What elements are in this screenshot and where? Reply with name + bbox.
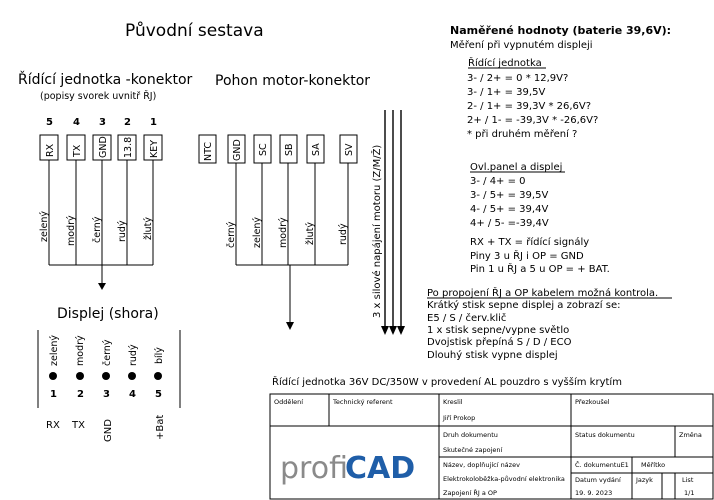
measurements-subtitle: Měření při vypnutém displeji (450, 40, 593, 51)
title-block (270, 394, 713, 499)
measurements (450, 24, 671, 275)
logo-profi-text: profi (280, 451, 348, 486)
panel-line: 3- / 5+ = 39,5V (470, 190, 549, 201)
operation-line: Dvojstisk přepíná S / D / ECO (427, 337, 572, 348)
wire-label: rudý (117, 220, 128, 242)
tb-nazev: Název, doplňující název (443, 461, 520, 469)
wire-label: zelený (252, 217, 263, 248)
tb-cislo-dokumentu: Č. dokumentuE1 (575, 461, 629, 469)
display-connector (38, 330, 180, 442)
panel-line: 3- / 4+ = 0 (470, 176, 526, 187)
tb-technicky-referent: Technický referent (333, 398, 393, 406)
rj-line: 3- / 1+ = 39,5V (467, 87, 546, 98)
panel-line: 4- / 5+ = 39,4V (470, 204, 549, 215)
motor-connector-title: Pohon motor-konektor (215, 73, 371, 89)
panel-heading: Ovl.panel a displej (470, 162, 563, 173)
motor-connector (199, 135, 357, 330)
wire-label: žlutý (143, 217, 154, 240)
operation-line: E5 / S / červ.klič (427, 313, 507, 324)
signals-line: RX + TX = řídící signály (470, 237, 590, 248)
rj-line: 3- / 2+ = 0 * 12,9V? (467, 73, 569, 84)
wire-label: zelený (39, 211, 50, 242)
operation-line: Krátký stisk sepne displej a zobrazí se: (427, 300, 621, 311)
display-signal-gnd: GND (103, 419, 114, 442)
proficad-logo (280, 451, 415, 486)
arrow-icon (389, 326, 397, 335)
terminal-13-8: 13.8 (123, 136, 134, 158)
controller-connector-note: (popisy svorek uvnitř ŘJ) (40, 91, 157, 102)
logo-cad-text: CAD (345, 451, 416, 486)
arrow-icon (98, 283, 106, 290)
display-pin-5: 5 (155, 389, 162, 400)
device-description: Řídící jednotka 36V DC/350W v provedení AL pouzdro s vyšším krytím (272, 377, 622, 388)
controller-pin-4: 4 (73, 117, 80, 128)
operation-line: 1 x stisk sepne/vypne světlo (427, 325, 570, 336)
wire-label: rudý (338, 223, 349, 245)
wire-label: černý (226, 221, 237, 248)
controller-pin-5: 5 (46, 117, 53, 128)
rj-heading: Řídící jednotka (468, 58, 542, 69)
tb-list-value: 1/1 (684, 489, 695, 497)
wire-label: modrý (278, 217, 289, 248)
wire-label: rudý (128, 344, 139, 366)
rj-line: * při druhém měření ? (467, 129, 578, 140)
power-lines-label: 3 x silové napájení motoru (Z/M/Ž) (372, 144, 383, 318)
display-pin-4: 4 (129, 389, 136, 400)
wire-label: modrý (75, 335, 86, 366)
controller-pin-2: 2 (124, 117, 131, 128)
controller-pin-3: 3 (99, 117, 106, 128)
wire-label: modrý (66, 215, 77, 246)
operation-notes (427, 286, 672, 361)
rj-line: 2- / 1+ = 39,3V * 26,6V? (467, 101, 592, 112)
original-setup-title: Původní sestava (125, 21, 264, 41)
rj-line: 2+ / 1- = -39,3V * -26,6V? (467, 115, 599, 126)
tb-druh-dokumentu-value: Skutečné zapojení (443, 446, 503, 454)
operation-heading: Po propojení ŘJ a OP kabelem možná kontrola. (427, 288, 659, 299)
display-signal-tx: TX (72, 420, 85, 431)
controller-pin-1: 1 (150, 117, 157, 128)
terminal-sb: SB (284, 143, 295, 156)
arrow-icon (381, 326, 389, 335)
controller-connector-title: Řídící jednotka -konektor (18, 72, 193, 88)
tb-druh-dokumentu: Druh dokumentu (443, 431, 498, 439)
wire-label: žlutý (305, 222, 316, 245)
tb-kreslil-value: Jiří Prokop (443, 414, 476, 422)
terminal-gnd: GND (98, 136, 109, 158)
display-pin-dot (49, 372, 57, 380)
terminal-rx: RX (45, 143, 56, 157)
wire-label: bílý (154, 347, 165, 364)
terminal-ntc: NTC (203, 142, 214, 161)
display-pin-dot (128, 372, 136, 380)
tb-zmena: Změna (679, 431, 702, 439)
arrow-icon (397, 326, 405, 335)
controller-connector (39, 117, 162, 290)
bat-line: Pin 1 u ŘJ a 5 u OP = + BAT. (470, 264, 610, 275)
tb-kreslil: Kreslil (443, 398, 463, 406)
tb-status-dokumentu: Status dokumentu (575, 431, 635, 439)
tb-nazev-value1: Elektrokoloběžka-původní elektronika (443, 475, 565, 483)
wire-label: černý (102, 339, 113, 366)
display-title: Displej (shora) (57, 306, 159, 322)
tb-oddeleni: Oddělení (274, 398, 304, 406)
tb-list: List (682, 476, 694, 484)
gnd-line: Piny 3 u ŘJ i OP = GND (470, 251, 584, 262)
terminal-sv: SV (344, 143, 355, 156)
display-pin-dot (102, 372, 110, 380)
arrow-icon (286, 322, 294, 330)
display-pin-dot (76, 372, 84, 380)
display-signal-bat: +Bat (155, 414, 166, 440)
terminal-gnd-motor: GND (232, 139, 243, 161)
wire-label: černý (92, 216, 103, 243)
power-lines (370, 110, 405, 335)
terminal-sc: SC (258, 143, 269, 156)
display-pin-2: 2 (77, 389, 84, 400)
tb-datum-vydani: Datum vydání (575, 476, 621, 484)
display-pin-3: 3 (103, 389, 110, 400)
tb-jazyk: Jazyk (636, 476, 653, 484)
wire-label: zelený (49, 335, 60, 366)
measurements-title: Naměřené hodnoty (baterie 39,6V): (450, 24, 672, 37)
panel-line: 4+ / 5- =-39,4V (470, 218, 549, 229)
display-signal-rx: RX (46, 420, 60, 431)
display-pin-dot (154, 372, 162, 380)
tb-prezkousel: Přezkoušel (575, 398, 610, 406)
terminal-key: KEY (149, 139, 160, 158)
operation-line: Dlouhý stisk vypne displej (427, 350, 558, 361)
display-pin-1: 1 (50, 389, 57, 400)
tb-datum-value: 19. 9. 2023 (575, 489, 613, 497)
terminal-tx: TX (72, 144, 83, 157)
terminal-sa: SA (311, 143, 322, 156)
tb-nazev-value2: Zapojení ŘJ a OP (443, 489, 497, 497)
tb-meritko: Měřítko (641, 461, 666, 469)
